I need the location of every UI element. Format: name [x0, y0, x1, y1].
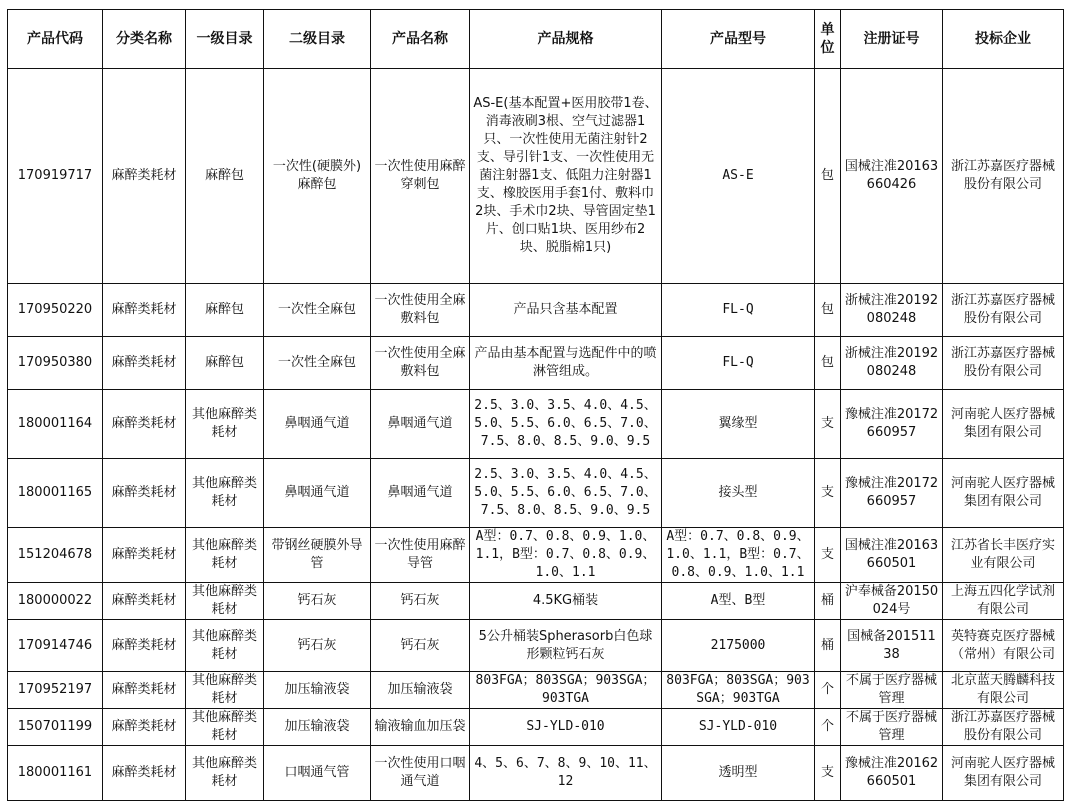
cell-category: 麻醉类耗材: [103, 390, 186, 459]
cell-category: 麻醉类耗材: [103, 746, 186, 801]
cell-model: FL-Q: [662, 284, 815, 337]
table-row: [8, 583, 1064, 620]
cell-code: 180001161: [8, 746, 103, 801]
table-row: [8, 528, 1064, 583]
cell-reg: 国械备20151138: [841, 620, 943, 672]
header-unit: 单位: [815, 10, 841, 69]
header-category: 分类名称: [103, 10, 186, 69]
cell-model: A型、B型: [662, 583, 815, 620]
cell-name: 钙石灰: [371, 620, 470, 672]
cell-model: 2175000: [662, 620, 815, 672]
cell-company: 江苏省长丰医疗实业有限公司: [943, 528, 1064, 583]
cell-company: 浙江苏嘉医疗器械股份有限公司: [943, 284, 1064, 337]
header-company: 投标企业: [943, 10, 1064, 69]
cell-level2: 一次性(硬膜外)麻醉包: [264, 69, 371, 284]
cell-model: 803FGA；803SGA；903SGA；903TGA: [662, 672, 815, 709]
cell-level2: 钙石灰: [264, 583, 371, 620]
header-name: 产品名称: [371, 10, 470, 69]
header-row: [8, 10, 1064, 69]
cell-level1: 麻醉包: [186, 284, 264, 337]
table-row: [8, 620, 1064, 672]
cell-model: 翼缘型: [662, 390, 815, 459]
cell-unit: 支: [815, 459, 841, 528]
cell-spec: 2.5、3.0、3.5、4.0、4.5、5.0、5.5、6.0、6.5、7.0、7.5、8.0、8.5、9.0、9.5: [470, 459, 662, 528]
cell-level2: 加压输液袋: [264, 672, 371, 709]
cell-reg: 不属于医疗器械管理: [841, 672, 943, 709]
cell-category: 麻醉类耗材: [103, 709, 186, 746]
cell-company: 浙江苏嘉医疗器械股份有限公司: [943, 337, 1064, 390]
cell-category: 麻醉类耗材: [103, 69, 186, 284]
cell-name: 输液输血加压袋: [371, 709, 470, 746]
cell-unit: 包: [815, 69, 841, 284]
cell-company: 浙江苏嘉医疗器械股份有限公司: [943, 709, 1064, 746]
cell-category: 麻醉类耗材: [103, 459, 186, 528]
cell-spec: 2.5、3.0、3.5、4.0、4.5、5.0、5.5、6.0、6.5、7.0、7.5、8.0、8.5、9.0、9.5: [470, 390, 662, 459]
cell-reg: 豫械注准20172660957: [841, 390, 943, 459]
cell-code: 170950220: [8, 284, 103, 337]
cell-reg: 豫械注准20162660501: [841, 746, 943, 801]
header-reg: 注册证号: [841, 10, 943, 69]
cell-name: 鼻咽通气道: [371, 459, 470, 528]
table-row: [8, 459, 1064, 528]
cell-unit: 包: [815, 284, 841, 337]
cell-level1: 其他麻醉类耗材: [186, 583, 264, 620]
table-row: [8, 337, 1064, 390]
table-row: [8, 709, 1064, 746]
cell-spec: 803FGA；803SGA；903SGA；903TGA: [470, 672, 662, 709]
header-level1: 一级目录: [186, 10, 264, 69]
cell-level1: 其他麻醉类耗材: [186, 672, 264, 709]
table-row: [8, 69, 1064, 284]
cell-spec: 4.5KG桶装: [470, 583, 662, 620]
cell-reg: 国械注准20163660501: [841, 528, 943, 583]
cell-level2: 钙石灰: [264, 620, 371, 672]
cell-model: SJ-YLD-010: [662, 709, 815, 746]
cell-name: 一次性使用麻醉穿刺包: [371, 69, 470, 284]
cell-level1: 其他麻醉类耗材: [186, 746, 264, 801]
cell-code: 170952197: [8, 672, 103, 709]
cell-company: 北京蓝天腾麟科技有限公司: [943, 672, 1064, 709]
table-row: [8, 284, 1064, 337]
product-table: [7, 9, 1064, 801]
cell-level2: 加压输液袋: [264, 709, 371, 746]
cell-name: 一次性使用全麻敷料包: [371, 284, 470, 337]
cell-model: A型：0.7、0.8、0.9、1.0、1.1，B型：0.7、0.8、0.9、1.0、1.1: [662, 528, 815, 583]
header-model: 产品型号: [662, 10, 815, 69]
cell-level1: 麻醉包: [186, 337, 264, 390]
table-row: [8, 672, 1064, 709]
cell-unit: 支: [815, 390, 841, 459]
table-row: [8, 390, 1064, 459]
table-row: [8, 746, 1064, 801]
cell-level2: 带钢丝硬膜外导管: [264, 528, 371, 583]
cell-company: 河南驼人医疗器械集团有限公司: [943, 746, 1064, 801]
cell-reg: 不属于医疗器械管理: [841, 709, 943, 746]
cell-spec: AS-E(基本配置+医用胶带1卷、消毒液刷3根、空气过滤器1只、一次性使用无菌注射针2支、导引针1支、一次性使用无菌注射器1支、低阻力注射器1支、橡胶医用手套1付、敷料巾2块、手术巾2块、导管固定垫1片、创口贴1块、医用纱布2块、脱脂棉1只): [470, 69, 662, 284]
cell-level1: 其他麻醉类耗材: [186, 528, 264, 583]
cell-code: 180000022: [8, 583, 103, 620]
cell-level1: 其他麻醉类耗材: [186, 709, 264, 746]
cell-level1: 其他麻醉类耗材: [186, 620, 264, 672]
cell-level2: 鼻咽通气道: [264, 459, 371, 528]
cell-model: AS-E: [662, 69, 815, 284]
cell-company: 上海五四化学试剂有限公司: [943, 583, 1064, 620]
cell-unit: 桶: [815, 620, 841, 672]
cell-level1: 其他麻醉类耗材: [186, 390, 264, 459]
cell-spec: 5公升桶装Spherasorb白色球形颗粒钙石灰: [470, 620, 662, 672]
cell-code: 170919717: [8, 69, 103, 284]
cell-reg: 浙械注准20192080248: [841, 284, 943, 337]
cell-reg: 国械注准20163660426: [841, 69, 943, 284]
cell-level2: 一次性全麻包: [264, 337, 371, 390]
cell-category: 麻醉类耗材: [103, 528, 186, 583]
cell-category: 麻醉类耗材: [103, 620, 186, 672]
cell-name: 鼻咽通气道: [371, 390, 470, 459]
cell-level1: 麻醉包: [186, 69, 264, 284]
cell-level1: 其他麻醉类耗材: [186, 459, 264, 528]
cell-model: 接头型: [662, 459, 815, 528]
cell-unit: 支: [815, 528, 841, 583]
cell-spec: 产品由基本配置与选配件中的喷淋管组成。: [470, 337, 662, 390]
cell-level2: 鼻咽通气道: [264, 390, 371, 459]
cell-name: 一次性使用全麻敷料包: [371, 337, 470, 390]
cell-unit: 个: [815, 709, 841, 746]
cell-unit: 桶: [815, 583, 841, 620]
header-code: 产品代码: [8, 10, 103, 69]
cell-category: 麻醉类耗材: [103, 583, 186, 620]
cell-name: 加压输液袋: [371, 672, 470, 709]
cell-code: 180001164: [8, 390, 103, 459]
cell-category: 麻醉类耗材: [103, 337, 186, 390]
cell-model: 透明型: [662, 746, 815, 801]
cell-spec: 产品只含基本配置: [470, 284, 662, 337]
cell-company: 浙江苏嘉医疗器械股份有限公司: [943, 69, 1064, 284]
cell-spec: 4、5、6、7、8、9、10、11、12: [470, 746, 662, 801]
cell-spec: A型：0.7、0.8、0.9、1.0、1.1，B型：0.7、0.8、0.9、1.0、1.1: [470, 528, 662, 583]
cell-name: 一次性使用麻醉导管: [371, 528, 470, 583]
cell-company: 河南驼人医疗器械集团有限公司: [943, 459, 1064, 528]
cell-code: 170950380: [8, 337, 103, 390]
cell-company: 英特赛克医疗器械（常州）有限公司: [943, 620, 1064, 672]
table-body: [8, 69, 1064, 801]
cell-name: 钙石灰: [371, 583, 470, 620]
cell-category: 麻醉类耗材: [103, 672, 186, 709]
cell-reg: 沪奉械备20150024号: [841, 583, 943, 620]
cell-unit: 包: [815, 337, 841, 390]
cell-name: 一次性使用口咽通气道: [371, 746, 470, 801]
cell-unit: 个: [815, 672, 841, 709]
cell-model: FL-Q: [662, 337, 815, 390]
cell-level2: 口咽通气管: [264, 746, 371, 801]
header-spec: 产品规格: [470, 10, 662, 69]
cell-code: 151204678: [8, 528, 103, 583]
cell-reg: 浙械注准20192080248: [841, 337, 943, 390]
cell-code: 150701199: [8, 709, 103, 746]
cell-category: 麻醉类耗材: [103, 284, 186, 337]
cell-spec: SJ-YLD-010: [470, 709, 662, 746]
cell-reg: 豫械注准20172660957: [841, 459, 943, 528]
cell-code: 180001165: [8, 459, 103, 528]
cell-company: 河南驼人医疗器械集团有限公司: [943, 390, 1064, 459]
cell-level2: 一次性全麻包: [264, 284, 371, 337]
header-level2: 二级目录: [264, 10, 371, 69]
cell-unit: 支: [815, 746, 841, 801]
cell-code: 170914746: [8, 620, 103, 672]
